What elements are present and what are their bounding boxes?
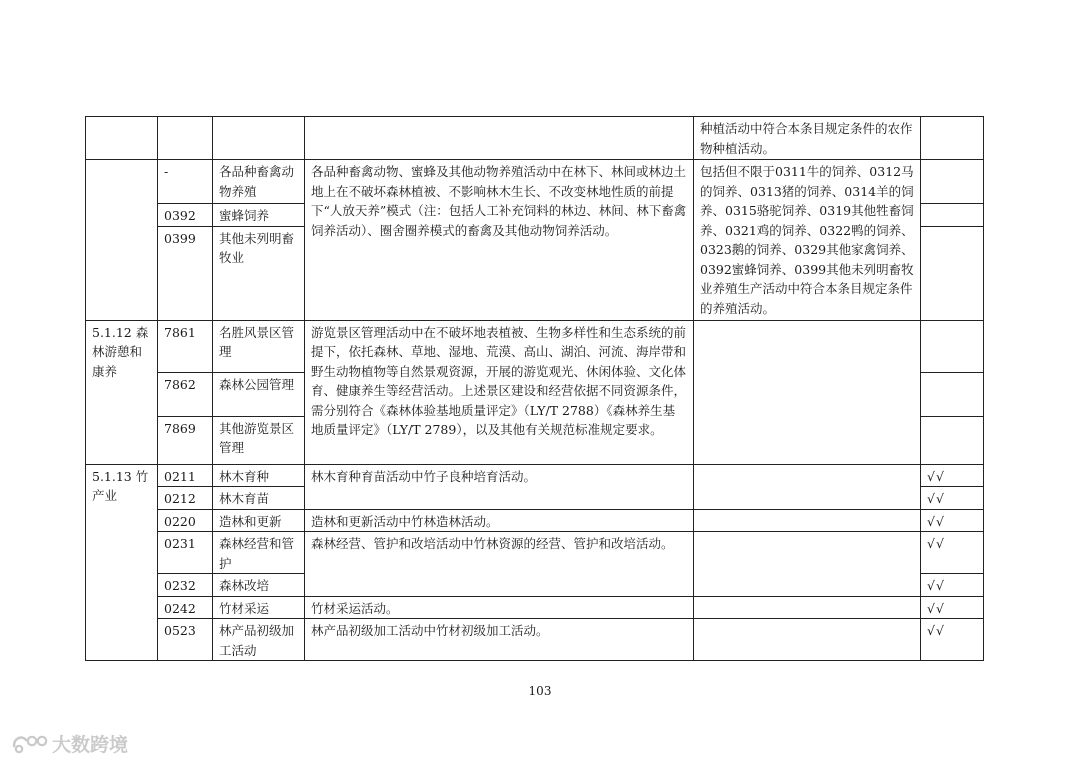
- mark-cell: √√: [921, 487, 984, 510]
- name-cell: 林产品初级加工活动: [213, 619, 305, 661]
- name-cell: 造林和更新: [213, 509, 305, 532]
- remark-cell: [694, 619, 921, 661]
- category-cell: 5.1.12 森林游憩和康养: [86, 320, 158, 464]
- table-row: [86, 509, 984, 532]
- table-row: [86, 320, 984, 372]
- name-cell: 林木育种: [213, 464, 305, 487]
- remark-cell: 种植活动中符合本条目规定条件的农作物种植活动。: [694, 117, 921, 160]
- mark-cell: [921, 226, 984, 320]
- code-cell: 0392: [158, 204, 213, 227]
- table-row: [86, 532, 984, 574]
- name-cell: 森林公园管理: [213, 372, 305, 416]
- mark-cell: [921, 372, 984, 416]
- mark-cell: √√: [921, 532, 984, 574]
- code-cell: -: [158, 160, 213, 204]
- table-row: [86, 596, 984, 619]
- name-cell: 各品种畜禽动物养殖: [213, 160, 305, 204]
- description-cell: [305, 117, 694, 160]
- page-number: 103: [528, 684, 552, 698]
- table-row: [86, 464, 984, 487]
- mark-cell: √√: [921, 574, 984, 597]
- description-cell: 造林和更新活动中竹林造林活动。: [305, 509, 694, 532]
- mark-cell: √√: [921, 464, 984, 487]
- watermark-text: 大数跨境: [52, 734, 129, 756]
- mark-cell: [921, 204, 984, 227]
- mark-cell: √√: [921, 509, 984, 532]
- name-cell: 竹材采运: [213, 596, 305, 619]
- code-cell: 7869: [158, 416, 213, 464]
- name-cell: 蜜蜂饲养: [213, 204, 305, 227]
- mark-cell: [921, 117, 984, 160]
- code-cell: 0232: [158, 574, 213, 597]
- code-cell: 0231: [158, 532, 213, 574]
- mark-cell: [921, 160, 984, 204]
- remark-cell: [694, 464, 921, 509]
- name-cell: 林木育苗: [213, 487, 305, 510]
- remark-cell: [694, 509, 921, 532]
- table-row: [86, 117, 984, 160]
- code-cell: 0211: [158, 464, 213, 487]
- description-cell: 森林经营、管护和改培活动中竹林资源的经营、管护和改培活动。: [305, 532, 694, 597]
- mark-cell: [921, 320, 984, 372]
- name-cell: [213, 117, 305, 160]
- code-cell: 0212: [158, 487, 213, 510]
- mark-cell: √√: [921, 619, 984, 661]
- name-cell: 森林改培: [213, 574, 305, 597]
- code-cell: 7861: [158, 320, 213, 372]
- category-cell: [86, 160, 158, 321]
- description-cell: 竹材采运活动。: [305, 596, 694, 619]
- description-cell: 林木育种育苗活动中竹子良种培育活动。: [305, 464, 694, 509]
- category-cell: [86, 117, 158, 160]
- remark-cell: [694, 532, 921, 597]
- classification-table: [85, 116, 984, 661]
- remark-cell: [694, 596, 921, 619]
- code-cell: 0242: [158, 596, 213, 619]
- description-cell: 各品种畜禽动物、蜜蜂及其他动物养殖活动中在林下、林间或林边土地上在不破坏森林植被、不影响林木生长、不改变林地性质的前提下“人放天养”模式（注：包括人工补充饲料的林边、林间、林下畜禽饲养活动）、圈舍圈养模式的畜禽及其他动物饲养活动。: [305, 160, 694, 321]
- table-row: [86, 160, 984, 204]
- code-cell: 0523: [158, 619, 213, 661]
- table-row: [86, 619, 984, 661]
- name-cell: 其他游览景区管理: [213, 416, 305, 464]
- code-cell: 0399: [158, 226, 213, 320]
- description-cell: 游览景区管理活动中在不破坏地表植被、生物多样性和生态系统的前提下，依托森林、草地、湿地、荒漠、高山、湖泊、河流、海岸带和野生动物植物等自然景观资源，开展的游览观光、休闲体验、文化体育、健康养生等经营活动。上述景区建设和经营依据不同资源条件，需分别符合《森林体验基地质量评定》（LY/T 2788）《森林养生基地质量评定》（LY/T 2789），以及其他有关规范标准规定要求。: [305, 320, 694, 464]
- remark-cell: [694, 320, 921, 464]
- remark-cell: 包括但不限于0311牛的饲养、0312马的饲养、0313猪的饲养、0314羊的饲养、0315骆驼饲养、0319其他牲畜饲养、0321鸡的饲养、0322鸭的饲养、0323鹅的饲养、0329其他家禽饲养、0392蜜蜂饲养、0399其他未列明畜牧业养殖生产活动中符合本条目规定条件的养殖活动。: [694, 160, 921, 321]
- mark-cell: [921, 416, 984, 464]
- code-cell: [158, 117, 213, 160]
- code-cell: 7862: [158, 372, 213, 416]
- watermark: [10, 730, 128, 757]
- name-cell: 其他未列明畜牧业: [213, 226, 305, 320]
- category-cell: 5.1.13 竹产业: [86, 464, 158, 661]
- name-cell: 森林经营和管护: [213, 532, 305, 574]
- watermark-logo-icon: [10, 732, 48, 756]
- description-cell: 林产品初级加工活动中竹材初级加工活动。: [305, 619, 694, 661]
- code-cell: 0220: [158, 509, 213, 532]
- name-cell: 名胜风景区管理: [213, 320, 305, 372]
- mark-cell: √√: [921, 596, 984, 619]
